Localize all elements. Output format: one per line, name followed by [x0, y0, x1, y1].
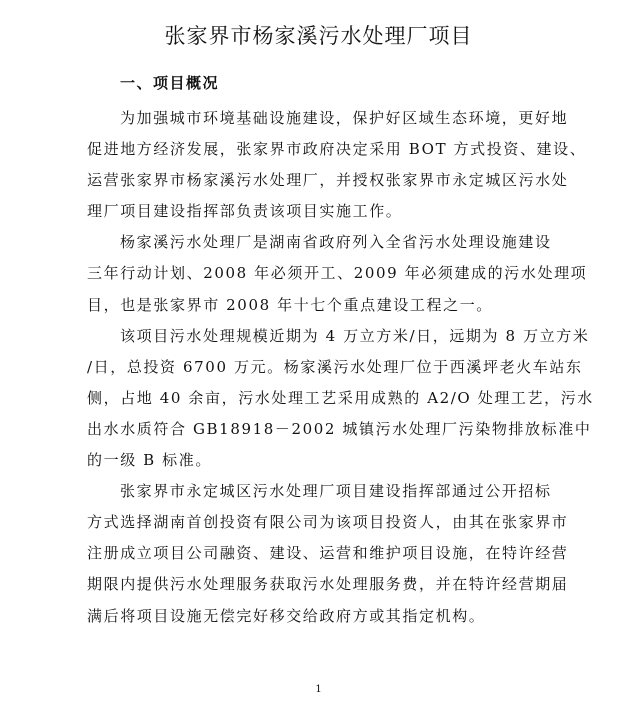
paragraph-line: 杨家溪污水处理厂是湖南省政府列入全省污水处理设施建设 — [120, 233, 552, 252]
document-body — [87, 103, 594, 632]
paragraph — [87, 476, 569, 631]
paragraph-line: 运营张家界市杨家溪污水处理厂，并授权张家界市永定城区污水处 — [87, 171, 569, 190]
section-heading: 一、项目概况 — [120, 74, 220, 92]
paragraph-line: 三年行动计划、2008 年必须开工、2009 年必须建成的污水处理项 — [87, 264, 588, 283]
paragraph-line: 侧，占地 40 余亩，污水处理工艺采用成熟的 A2/O 处理工艺，污水 — [87, 388, 594, 407]
paragraph-line: 满后将项目设施无偿完好移交给政府方或其指定机构。 — [87, 606, 486, 625]
paragraph-line: 促进地方经济发展，张家界市政府决定采用 BOT 方式投资、建设、 — [87, 140, 587, 159]
paragraph-line: 的一级 B 标准。 — [87, 451, 212, 470]
paragraph — [87, 321, 594, 476]
paragraph-line: 张家界市永定城区污水处理厂项目建设指挥部通过公开招标 — [120, 482, 552, 501]
paragraph-line: 该项目污水处理规模近期为 4 万立方米/日，远期为 8 万立方米 — [120, 326, 590, 345]
paragraph-line: 注册成立项目公司融资、建设、运营和维护项目设施，在特许经营 — [87, 544, 569, 563]
paragraph — [87, 227, 588, 320]
paragraph-line: 方式选择湖南首创投资有限公司为该项目投资人，由其在张家界市 — [87, 513, 569, 532]
paragraph-line: 为加强城市环境基础设施建设，保护好区域生态环境，更好地 — [120, 109, 569, 127]
paragraph — [87, 103, 587, 227]
page-number: 1 — [315, 684, 322, 695]
paragraph-line: 期限内提供污水处理服务获取污水处理服务费，并在特许经营期届 — [87, 575, 569, 594]
paragraph-line: /日，总投资 6700 万元。杨家溪污水处理厂位于西溪坪老火车站东 — [87, 357, 583, 376]
paragraph-line: 目，也是张家界市 2008 年十七个重点建设工程之一。 — [87, 295, 493, 314]
paragraph-line: 理厂项目建设指挥部负责该项目实施工作。 — [87, 202, 403, 221]
document-title: 张家界市杨家溪污水处理厂项目 — [164, 24, 473, 48]
paragraph-line: 出水水质符合 GB18918－2002 城镇污水处理厂污染物排放标准中 — [87, 419, 592, 438]
